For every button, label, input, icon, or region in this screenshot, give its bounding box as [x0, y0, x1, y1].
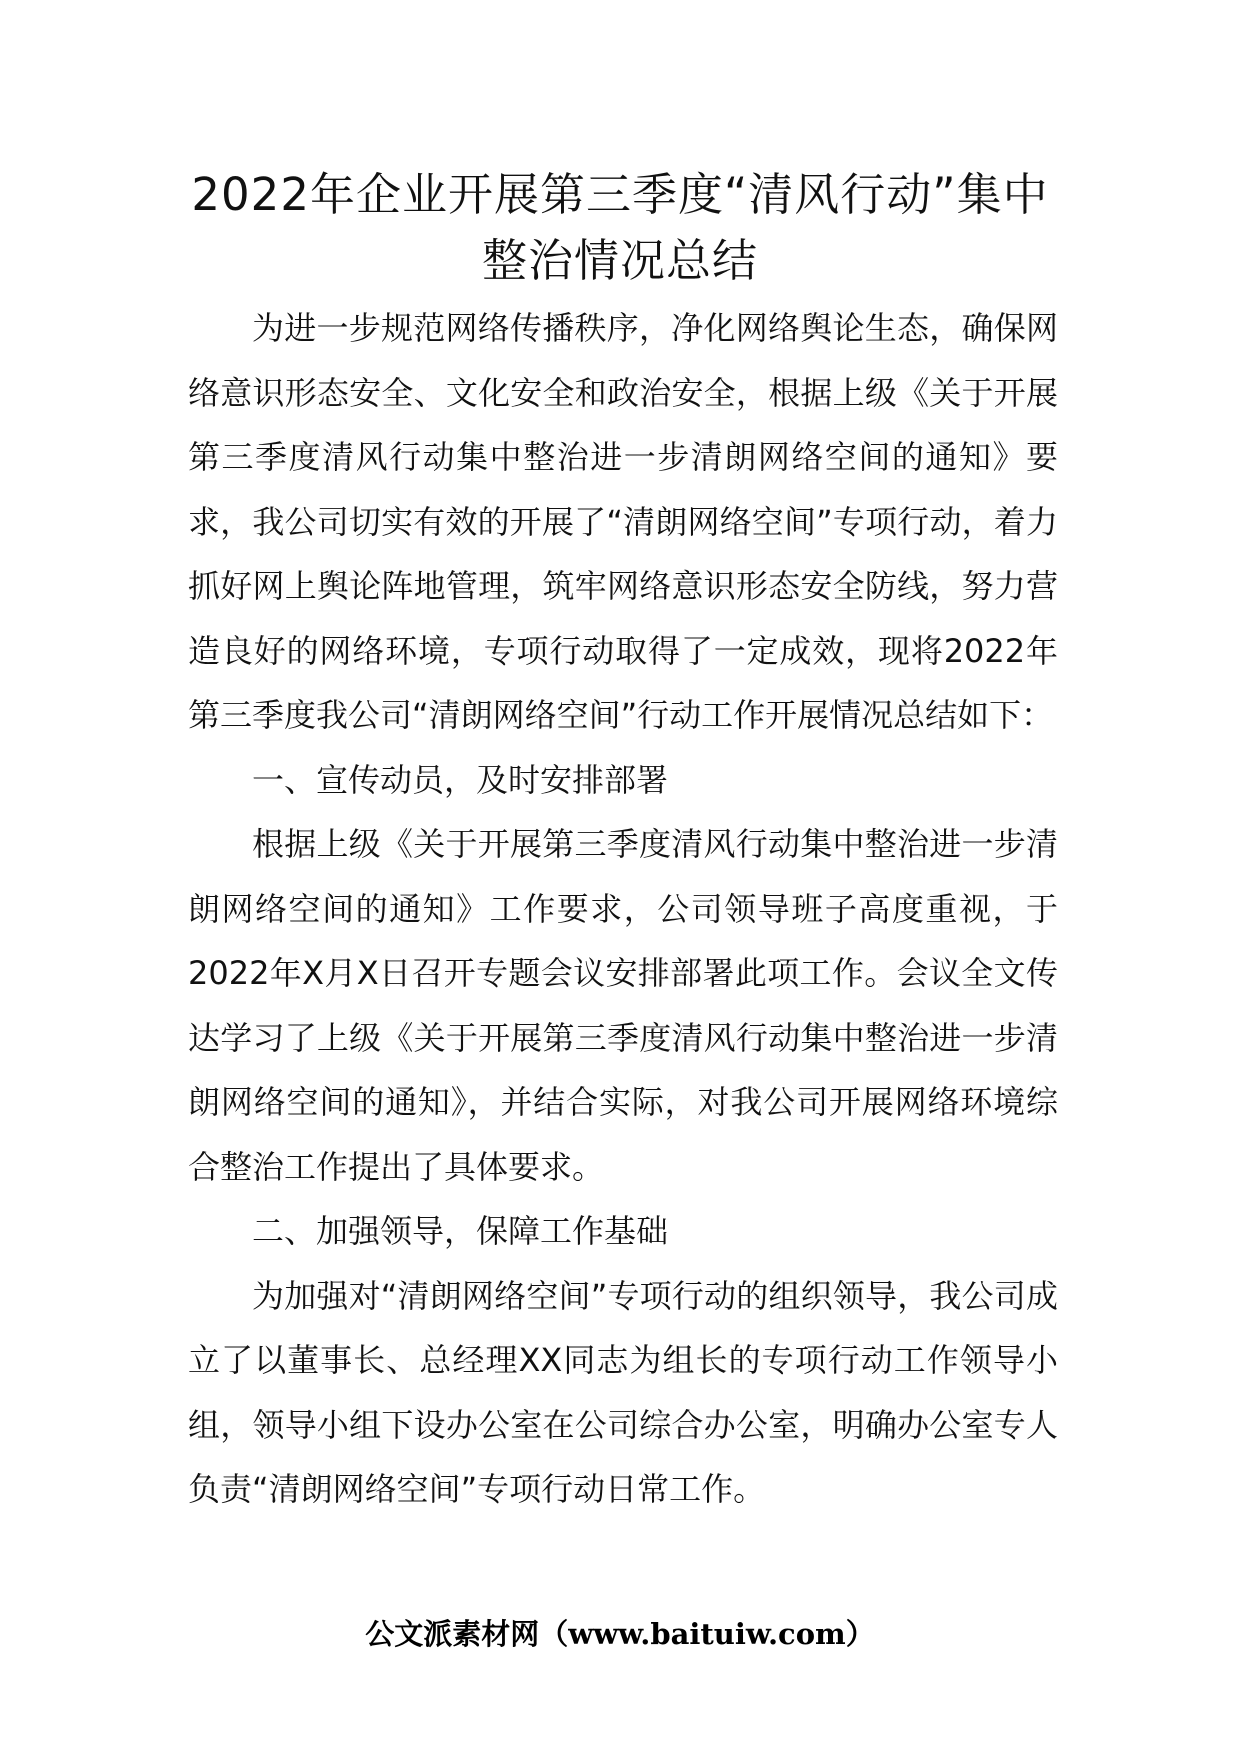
footer-watermark: 公文派素材网（www.baituiw.com）: [365, 1617, 875, 1651]
document-body: [188, 296, 1058, 1522]
paragraph-intro: 为进一步规范网络传播秩序，净化网络舆论生态，确保网络意识形态安全、文化安全和政治安全，根据上级《关于开展第三季度清风行动集中整治进一步清朗网络空间的通知》要求，我公司切实有效的开展了“清朗网络空间”专项行动，着力抓好网上舆论阵地管理，筑牢网络意识形态安全防线，努力营造良好的网络环境，专项行动取得了一定成效，现将2022年第三季度我公司“清朗网络空间”行动工作开展情况总结如下：: [188, 309, 1058, 734]
paragraph-section-1: 根据上级《关于开展第三季度清风行动集中整治进一步清朗网络空间的通知》工作要求，公司领导班子高度重视，于2022年X月X日召开专题会议安排部署此项工作。会议全文传达学习了上级《关于开展第三季度清风行动集中整治进一步清朗网络空间的通知》，并结合实际，对我公司开展网络环境综合整治工作提出了具体要求。: [188, 825, 1058, 1186]
section-heading-2: 二、加强领导，保障工作基础: [252, 1212, 669, 1250]
document-title: 2022年企业开展第三季度“清风行动”集中整治情况总结: [191, 168, 1049, 287]
section-heading-1: 一、宣传动员，及时安排部署: [252, 760, 669, 799]
paragraph-section-2: 为加强对“清朗网络空间”专项行动的组织领导，我公司成立了以董事长、总经理XX同志为组长的专项行动工作领导小组，领导小组下设办公室在公司综合办公室，明确办公室专人负责“清朗网络空间”专项行动日常工作。: [188, 1276, 1058, 1508]
